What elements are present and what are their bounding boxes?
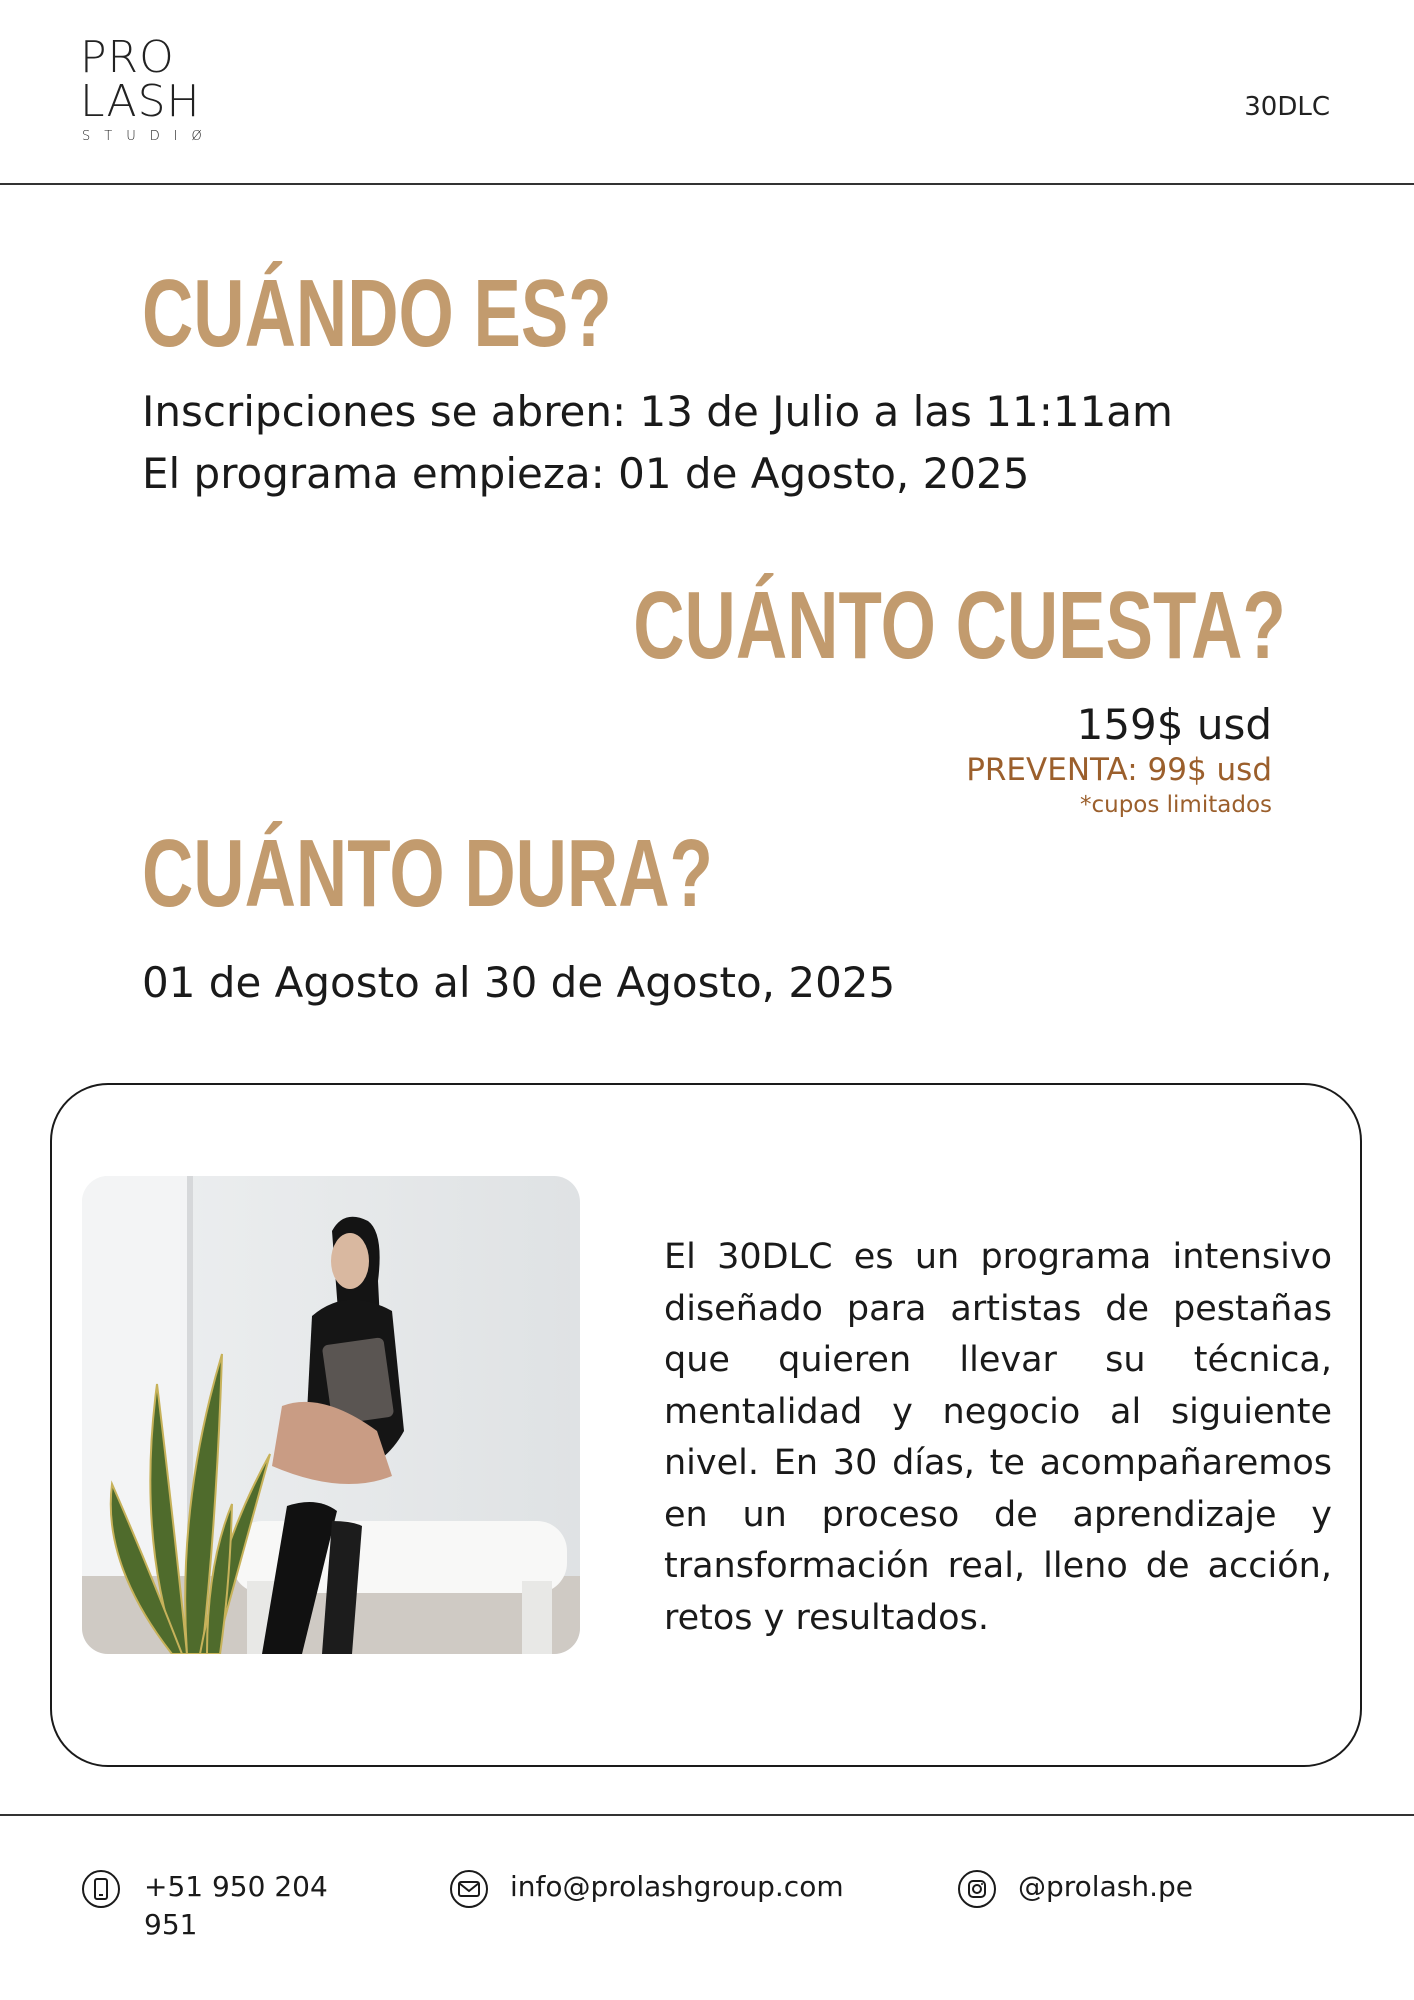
program-description: El 30DLC es un programa intensivo diseñado para artistas de pestañas que quieren llevar su técnica, mentalidad y negocio al siguiente nivel. En 30 días, te acompañaremos en un proceso de aprendizaje y transformación real, lleno de acción, retos y resultados. (664, 1237, 1332, 1638)
cost-heading: CUÁNTO CUESTA? (633, 572, 1286, 679)
limited-spots-note: *cupos limitados (1079, 792, 1272, 818)
instagram-icon (958, 1870, 996, 1908)
start-date: El programa empieza: 01 de Agosto, 2025 (142, 449, 1030, 498)
instructor-photo (82, 1176, 580, 1654)
email-address[interactable]: info@prolashgroup.com (510, 1870, 844, 1903)
registration-date: Inscripciones se abren: 13 de Julio a las 11:11am (142, 387, 1173, 436)
header-divider (0, 183, 1414, 185)
phone-icon (82, 1870, 120, 1908)
duration-heading: CUÁNTO DURA? (142, 820, 713, 927)
duration-dates: 01 de Agosto al 30 de Agosto, 2025 (142, 958, 896, 1007)
when-heading: CUÁNDO ES? (142, 260, 612, 367)
footer-divider (0, 1814, 1414, 1816)
email-icon (450, 1870, 488, 1908)
price: 159$ usd (1076, 700, 1272, 749)
logo-text-studio: STUDIØ (82, 129, 216, 144)
phone-number[interactable]: +51 950 204 951 (144, 1870, 328, 1941)
instagram-handle[interactable]: @prolash.pe (1018, 1870, 1193, 1903)
logo-text-lash: LASH (80, 76, 201, 127)
brand-logo (80, 32, 240, 146)
presale-price: PREVENTA: 99$ usd (966, 752, 1272, 788)
logo-text-pro: PRO (80, 32, 175, 83)
program-code: 30DLC (1244, 92, 1330, 122)
